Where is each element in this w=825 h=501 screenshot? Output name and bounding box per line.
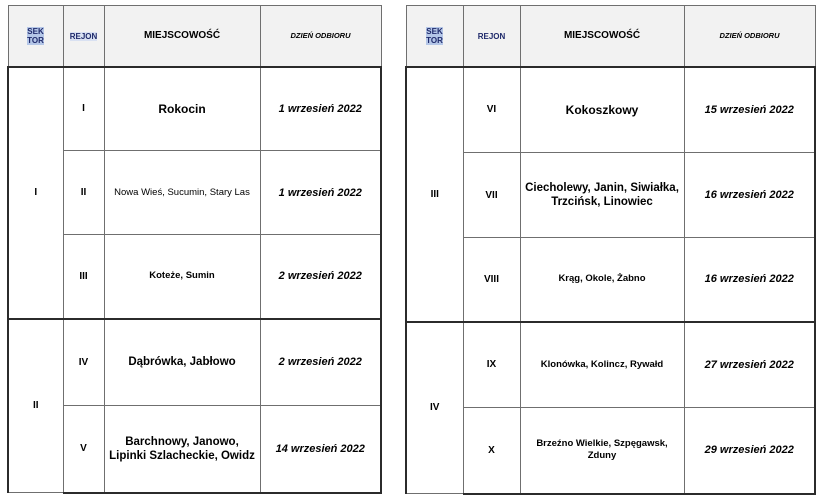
sector-cell: III — [406, 67, 463, 322]
region-cell: IV — [63, 319, 104, 406]
place-cell: Barchnowy, Janowo, Lipinki Szlacheckie, Owidz — [104, 406, 260, 493]
place-cell: Rokocin — [104, 67, 260, 151]
table-row — [8, 67, 381, 151]
table-row — [8, 235, 381, 319]
region-cell: I — [63, 67, 104, 151]
region-cell: VIII — [463, 238, 520, 322]
region-cell: II — [63, 151, 104, 235]
region-cell: IX — [463, 322, 520, 408]
table-row — [406, 408, 815, 494]
table-row — [406, 238, 815, 322]
place-cell: Brzeźno Wielkie, Szpęgawsk, Zduny — [520, 408, 684, 494]
table-row — [406, 322, 815, 408]
left-schedule-table — [7, 5, 382, 494]
header-sektor: SEK TOR — [406, 6, 463, 67]
sector-cell: I — [8, 67, 63, 319]
table-row — [8, 151, 381, 235]
header-rejon: REJON — [463, 6, 520, 67]
place-cell: Dąbrówka, Jabłowo — [104, 319, 260, 406]
date-cell: 1 wrzesień 2022 — [260, 67, 381, 151]
date-cell: 14 wrzesień 2022 — [260, 406, 381, 493]
region-cell: VI — [463, 67, 520, 153]
place-cell: Klonówka, Kolincz, Rywałd — [520, 322, 684, 408]
place-cell: Koteże, Sumin — [104, 235, 260, 319]
region-cell: V — [63, 406, 104, 493]
header-miejscowosc: MIEJSCOWOŚĆ — [104, 6, 260, 67]
table-row — [8, 406, 381, 493]
header-dzien-odbioru: DZIEŃ ODBIORU — [260, 6, 381, 67]
header-sektor: SEK TOR — [8, 6, 63, 67]
date-cell: 27 wrzesień 2022 — [684, 322, 815, 408]
table-row — [8, 319, 381, 406]
region-cell: X — [463, 408, 520, 494]
right-schedule-table — [405, 5, 816, 495]
region-cell: VII — [463, 153, 520, 238]
table-row — [406, 153, 815, 238]
place-cell: Kokoszkowy — [520, 67, 684, 153]
place-cell: Nowa Wieś, Sucumin, Stary Las — [104, 151, 260, 235]
date-cell: 2 wrzesień 2022 — [260, 319, 381, 406]
date-cell: 2 wrzesień 2022 — [260, 235, 381, 319]
region-cell: III — [63, 235, 104, 319]
date-cell: 29 wrzesień 2022 — [684, 408, 815, 494]
date-cell: 1 wrzesień 2022 — [260, 151, 381, 235]
date-cell: 15 wrzesień 2022 — [684, 67, 815, 153]
place-cell: Ciecholewy, Janin, Siwiałka, Trzcińsk, Linowiec — [520, 153, 684, 238]
table-row — [406, 67, 815, 153]
header-rejon: REJON — [63, 6, 104, 67]
header-miejscowosc: MIEJSCOWOŚĆ — [520, 6, 684, 67]
place-cell: Krąg, Okole, Żabno — [520, 238, 684, 322]
sector-cell: II — [8, 319, 63, 493]
header-dzien-odbioru: DZIEŃ ODBIORU — [684, 6, 815, 67]
sector-cell: IV — [406, 322, 463, 494]
date-cell: 16 wrzesień 2022 — [684, 238, 815, 322]
date-cell: 16 wrzesień 2022 — [684, 153, 815, 238]
